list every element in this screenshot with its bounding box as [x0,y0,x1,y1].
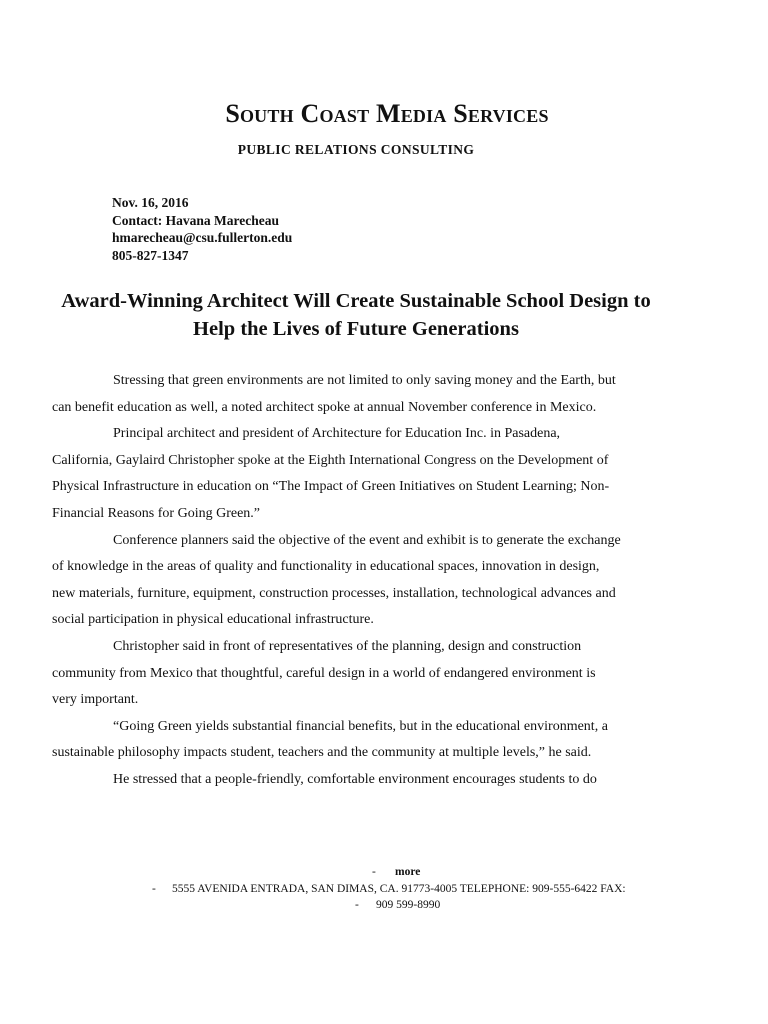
paragraph-2: Principal architect and president of Architecture for Education Inc. in Pasadena, California, Gaylaird Christopher spoke at the Eighth International Congress on the Development of Physical Infrastructure in education on “The Impact of Green Initiatives on Student Learning; Non- Financial Reasons for Going Green.” [52,426,610,521]
contact-email: hmarecheau@csu.fullerton.edu [112,230,293,245]
paragraph-5: “Going Green yields substantial financial benefits, but in the educational environment, a sustainable philosophy impacts student, teachers and the community at multiple levels,” he said. [52,718,608,761]
footer-fax: 909 599-8990 [376,899,441,911]
press-release-headline: Award-Winning Architect Will Create Sustainable School Design to Help the Lives of Future Generations [61,290,651,340]
address-line [0,881,768,898]
footer-address: 5555 AVENIDA ENTRADA, SAN DIMAS, CA. 91773-4005 TELEPHONE: 909-555-6422 FAX: [172,882,626,895]
paragraph-6: He stressed that a people-friendly, comfortable environment encourages students to do [113,771,597,787]
page-footer [0,864,768,914]
paragraph-1: Stressing that green environments are not limited to only saving money and the Earth, but can benefit education as well, a noted architect spoke at annual November conference in Mexico. [52,373,616,415]
more-line [0,864,768,881]
organization-name: South Coast Media Services [225,99,549,128]
footer-dash: - [152,882,156,895]
contact-phone: 805-827-1347 [112,247,189,263]
footer-dash: - [372,866,376,878]
contact-block [112,194,292,264]
more-indicator: more [395,866,421,878]
paragraph-4: Christopher said in front of representatives of the planning, design and construction community from Mexico that thoughtful, careful design in a world of endangered environment is very important. [52,638,596,708]
contact-name: Contact: Havana Marecheau [112,212,279,228]
footer-dash: - [355,899,359,911]
fax-line [0,897,768,914]
paragraph-3: Conference planners said the objective of the event and exhibit is to generate the exchange of knowledge in the areas of quality and functionality in educational spaces, innovation in design, new materials, furniture, equipment, construction processes, installation, technological advances and social participation in physical educational infrastructure. [52,532,621,628]
article-body [52,368,666,794]
release-date: Nov. 16, 2016 [112,195,189,210]
organization-tagline: PUBLIC RELATIONS CONSULTING [237,142,475,157]
